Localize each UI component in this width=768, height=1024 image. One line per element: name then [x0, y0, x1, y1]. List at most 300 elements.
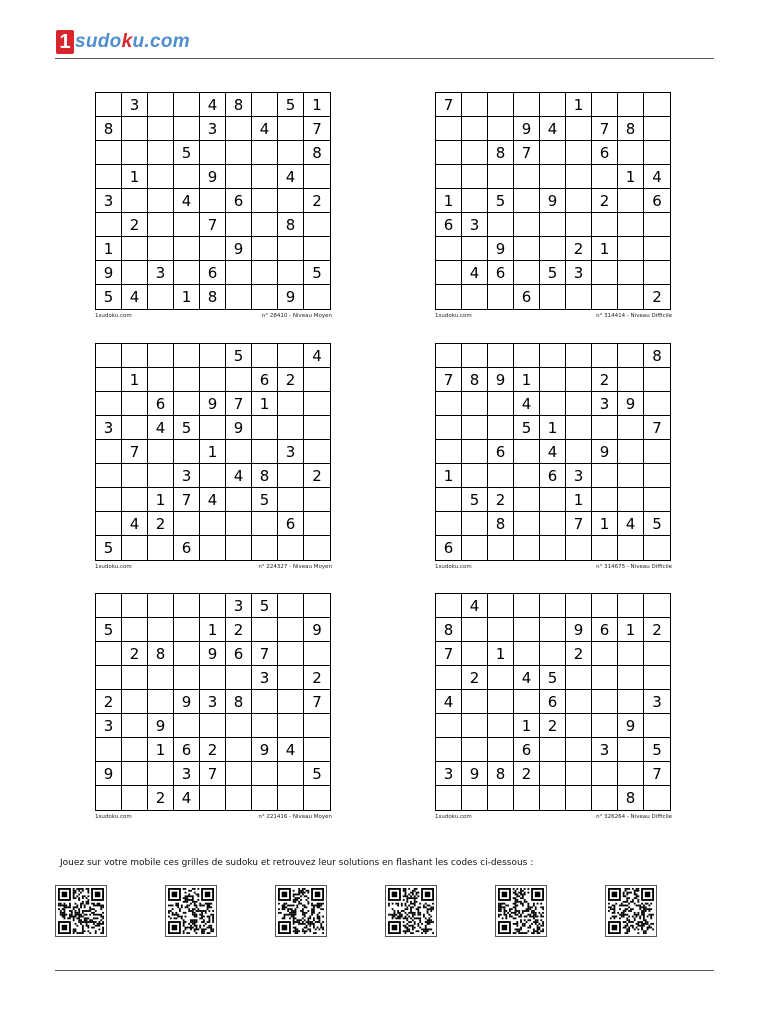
sudoku-cell[interactable]: 3: [96, 416, 122, 440]
sudoku-cell[interactable]: [566, 762, 592, 786]
sudoku-cell[interactable]: 2: [122, 213, 148, 237]
sudoku-cell[interactable]: [304, 237, 330, 261]
sudoku-cell[interactable]: 5: [462, 488, 488, 512]
sudoku-cell[interactable]: 5: [252, 594, 278, 618]
sudoku-cell[interactable]: 1: [566, 488, 592, 512]
sudoku-cell[interactable]: [278, 714, 304, 738]
sudoku-cell[interactable]: [462, 189, 488, 213]
sudoku-cell[interactable]: 1: [96, 237, 122, 261]
sudoku-cell[interactable]: [200, 666, 226, 690]
sudoku-cell[interactable]: 3: [148, 261, 174, 285]
sudoku-cell[interactable]: 1: [148, 738, 174, 762]
sudoku-cell[interactable]: [174, 512, 200, 536]
sudoku-cell[interactable]: 7: [304, 117, 330, 141]
sudoku-cell[interactable]: 7: [226, 392, 252, 416]
sudoku-cell[interactable]: [304, 738, 330, 762]
sudoku-cell[interactable]: 4: [304, 344, 330, 368]
sudoku-cell[interactable]: [540, 594, 566, 618]
sudoku-cell[interactable]: [122, 344, 148, 368]
sudoku-cell[interactable]: 1: [122, 368, 148, 392]
sudoku-cell[interactable]: [252, 416, 278, 440]
sudoku-cell[interactable]: [644, 213, 670, 237]
sudoku-cell[interactable]: 6: [226, 642, 252, 666]
sudoku-cell[interactable]: [278, 464, 304, 488]
sudoku-cell[interactable]: 3: [226, 594, 252, 618]
sudoku-cell[interactable]: 3: [436, 762, 462, 786]
sudoku-cell[interactable]: [566, 440, 592, 464]
sudoku-cell[interactable]: [644, 464, 670, 488]
sudoku-cell[interactable]: [226, 285, 252, 309]
sudoku-cell[interactable]: 3: [592, 392, 618, 416]
sudoku-cell[interactable]: [122, 117, 148, 141]
sudoku-cell[interactable]: [488, 618, 514, 642]
sudoku-cell[interactable]: [226, 165, 252, 189]
sudoku-cell[interactable]: 5: [514, 416, 540, 440]
sudoku-cell[interactable]: [618, 416, 644, 440]
sudoku-cell[interactable]: [566, 392, 592, 416]
sudoku-cell[interactable]: [96, 93, 122, 117]
sudoku-cell[interactable]: 6: [488, 261, 514, 285]
sudoku-cell[interactable]: [436, 141, 462, 165]
sudoku-cell[interactable]: 4: [644, 165, 670, 189]
sudoku-cell[interactable]: [200, 189, 226, 213]
sudoku-cell[interactable]: [566, 714, 592, 738]
qr-code-5[interactable]: [495, 885, 547, 937]
sudoku-cell[interactable]: 2: [96, 690, 122, 714]
sudoku-cell[interactable]: [514, 189, 540, 213]
sudoku-cell[interactable]: [592, 690, 618, 714]
sudoku-cell[interactable]: [174, 261, 200, 285]
sudoku-cell[interactable]: [122, 237, 148, 261]
sudoku-cell[interactable]: 1: [174, 285, 200, 309]
sudoku-cell[interactable]: [148, 344, 174, 368]
sudoku-cell[interactable]: 4: [174, 786, 200, 810]
sudoku-cell[interactable]: [488, 117, 514, 141]
sudoku-cell[interactable]: [618, 189, 644, 213]
sudoku-cell[interactable]: 6: [592, 141, 618, 165]
sudoku-cell[interactable]: [200, 141, 226, 165]
sudoku-cell[interactable]: 9: [252, 738, 278, 762]
sudoku-cell[interactable]: [592, 786, 618, 810]
sudoku-cell[interactable]: [96, 738, 122, 762]
sudoku-cell[interactable]: 4: [462, 594, 488, 618]
sudoku-cell[interactable]: [278, 261, 304, 285]
sudoku-cell[interactable]: [644, 368, 670, 392]
sudoku-cell[interactable]: [644, 261, 670, 285]
sudoku-cell[interactable]: [540, 762, 566, 786]
sudoku-cell[interactable]: [566, 189, 592, 213]
sudoku-cell[interactable]: [618, 261, 644, 285]
sudoku-cell[interactable]: [122, 464, 148, 488]
sudoku-cell[interactable]: 5: [174, 416, 200, 440]
sudoku-cell[interactable]: [462, 786, 488, 810]
sudoku-cell[interactable]: [488, 392, 514, 416]
sudoku-cell[interactable]: [278, 237, 304, 261]
sudoku-cell[interactable]: [200, 786, 226, 810]
sudoku-cell[interactable]: [226, 762, 252, 786]
sudoku-cell[interactable]: 1: [148, 488, 174, 512]
sudoku-cell[interactable]: [462, 642, 488, 666]
sudoku-cell[interactable]: 4: [540, 440, 566, 464]
sudoku-cell[interactable]: [436, 165, 462, 189]
sudoku-cell[interactable]: 2: [462, 666, 488, 690]
sudoku-cell[interactable]: 3: [644, 690, 670, 714]
sudoku-cell[interactable]: [540, 488, 566, 512]
sudoku-cell[interactable]: [566, 536, 592, 560]
sudoku-cell[interactable]: [174, 392, 200, 416]
sudoku-cell[interactable]: [592, 464, 618, 488]
sudoku-cell[interactable]: 3: [96, 189, 122, 213]
sudoku-cell[interactable]: [252, 189, 278, 213]
sudoku-cell[interactable]: 4: [200, 93, 226, 117]
sudoku-cell[interactable]: [514, 165, 540, 189]
sudoku-cell[interactable]: [462, 536, 488, 560]
sudoku-cell[interactable]: [540, 93, 566, 117]
sudoku-cell[interactable]: [462, 416, 488, 440]
sudoku-cell[interactable]: [200, 368, 226, 392]
sudoku-cell[interactable]: [252, 690, 278, 714]
sudoku-cell[interactable]: [252, 714, 278, 738]
sudoku-cell[interactable]: [514, 512, 540, 536]
sudoku-cell[interactable]: 2: [652, 288, 662, 306]
sudoku-cell[interactable]: 8: [226, 690, 252, 714]
sudoku-cell[interactable]: 1: [200, 618, 226, 642]
sudoku-cell[interactable]: [618, 488, 644, 512]
sudoku-cell[interactable]: 5: [96, 618, 122, 642]
sudoku-cell[interactable]: 1: [592, 237, 618, 261]
sudoku-cell[interactable]: [566, 594, 592, 618]
sudoku-cell[interactable]: [540, 738, 566, 762]
sudoku-cell[interactable]: [226, 512, 252, 536]
sudoku-cell[interactable]: [174, 594, 200, 618]
sudoku-cell[interactable]: 3: [252, 666, 278, 690]
sudoku-cell[interactable]: [252, 344, 278, 368]
sudoku-cell[interactable]: [174, 666, 200, 690]
sudoku-cell[interactable]: [540, 237, 566, 261]
sudoku-cell[interactable]: [462, 237, 488, 261]
sudoku-cell[interactable]: 1: [540, 416, 566, 440]
sudoku-cell[interactable]: 2: [278, 368, 304, 392]
sudoku-cell[interactable]: [514, 488, 540, 512]
sudoku-cell[interactable]: 9: [174, 690, 200, 714]
sudoku-cell[interactable]: 5: [540, 666, 566, 690]
sudoku-cell[interactable]: [644, 440, 670, 464]
sudoku-cell[interactable]: [278, 189, 304, 213]
sudoku-cell[interactable]: [592, 165, 618, 189]
sudoku-cell[interactable]: [252, 285, 278, 309]
sudoku-cell[interactable]: [122, 392, 148, 416]
sudoku-cell[interactable]: 2: [592, 368, 618, 392]
sudoku-cell[interactable]: [436, 512, 462, 536]
sudoku-cell[interactable]: [96, 440, 122, 464]
sudoku-cell[interactable]: 6: [514, 738, 540, 762]
sudoku-cell[interactable]: 9: [278, 285, 304, 309]
sudoku-cell[interactable]: [278, 618, 304, 642]
sudoku-cell[interactable]: [540, 392, 566, 416]
sudoku-cell[interactable]: [226, 536, 252, 560]
sudoku-cell[interactable]: [462, 690, 488, 714]
sudoku-cell[interactable]: [514, 618, 540, 642]
sudoku-cell[interactable]: 7: [436, 93, 462, 117]
sudoku-cell[interactable]: [122, 261, 148, 285]
sudoku-cell[interactable]: 9: [96, 261, 122, 285]
sudoku-cell[interactable]: [462, 464, 488, 488]
sudoku-cell[interactable]: 1: [592, 512, 618, 536]
sudoku-cell[interactable]: [488, 786, 514, 810]
sudoku-cell[interactable]: [488, 690, 514, 714]
sudoku-cell[interactable]: 2: [566, 237, 592, 261]
sudoku-cell[interactable]: 9: [96, 762, 122, 786]
sudoku-cell[interactable]: 6: [252, 368, 278, 392]
sudoku-cell[interactable]: 8: [148, 642, 174, 666]
sudoku-cell[interactable]: 2: [540, 714, 566, 738]
sudoku-cell[interactable]: [304, 368, 330, 392]
sudoku-cell[interactable]: [592, 714, 618, 738]
sudoku-cell[interactable]: [96, 642, 122, 666]
sudoku-cell[interactable]: [200, 237, 226, 261]
sudoku-cell[interactable]: [122, 786, 148, 810]
sudoku-cell[interactable]: [174, 117, 200, 141]
sudoku-cell[interactable]: [566, 141, 592, 165]
sudoku-cell[interactable]: 4: [436, 690, 462, 714]
sudoku-cell[interactable]: [148, 440, 174, 464]
sudoku-cell[interactable]: [174, 618, 200, 642]
sudoku-cell[interactable]: 3: [200, 117, 226, 141]
sudoku-cell[interactable]: [174, 93, 200, 117]
sudoku-cell[interactable]: 4: [252, 117, 278, 141]
sudoku-cell[interactable]: [278, 416, 304, 440]
sudoku-cell[interactable]: [592, 344, 618, 368]
sudoku-cell[interactable]: [436, 285, 462, 309]
sudoku-cell[interactable]: 9: [462, 762, 488, 786]
sudoku-cell[interactable]: [540, 786, 566, 810]
sudoku-cell[interactable]: [462, 512, 488, 536]
sudoku-cell[interactable]: [278, 141, 304, 165]
sudoku-cell[interactable]: 6: [174, 738, 200, 762]
sudoku-cell[interactable]: 3: [566, 464, 592, 488]
sudoku-cell[interactable]: [514, 594, 540, 618]
sudoku-cell[interactable]: [174, 714, 200, 738]
sudoku-cell[interactable]: [618, 440, 644, 464]
sudoku-cell[interactable]: [488, 536, 514, 560]
sudoku-cell[interactable]: 3: [462, 213, 488, 237]
sudoku-cell[interactable]: 8: [462, 368, 488, 392]
sudoku-cell[interactable]: [618, 237, 644, 261]
sudoku-cell[interactable]: [514, 261, 540, 285]
sudoku-cell[interactable]: 6: [488, 440, 514, 464]
sudoku-cell[interactable]: 6: [174, 536, 200, 560]
sudoku-cell[interactable]: 5: [488, 189, 514, 213]
qr-code-1[interactable]: [55, 885, 107, 937]
sudoku-cell[interactable]: 7: [200, 213, 226, 237]
sudoku-cell[interactable]: 2: [304, 189, 330, 213]
sudoku-cell[interactable]: [122, 618, 148, 642]
sudoku-cell[interactable]: 8: [644, 344, 670, 368]
sudoku-cell[interactable]: [226, 117, 252, 141]
sudoku-cell[interactable]: [304, 512, 330, 536]
sudoku-cell[interactable]: [304, 285, 330, 309]
sudoku-cell[interactable]: [644, 237, 670, 261]
sudoku-cell[interactable]: 8: [618, 786, 644, 810]
sudoku-cell[interactable]: 1: [436, 189, 462, 213]
sudoku-cell[interactable]: 2: [488, 488, 514, 512]
sudoku-cell[interactable]: 3: [200, 690, 226, 714]
sudoku-cell[interactable]: [122, 141, 148, 165]
sudoku-cell[interactable]: [252, 440, 278, 464]
sudoku-cell[interactable]: [618, 368, 644, 392]
sudoku-cell[interactable]: [592, 261, 618, 285]
sudoku-cell[interactable]: 2: [644, 618, 670, 642]
sudoku-cell[interactable]: [462, 738, 488, 762]
sudoku-cell[interactable]: 4: [122, 285, 148, 309]
sudoku-cell[interactable]: [514, 536, 540, 560]
qr-code-6[interactable]: [605, 885, 657, 937]
sudoku-cell[interactable]: [436, 416, 462, 440]
sudoku-cell[interactable]: 6: [540, 464, 566, 488]
sudoku-cell[interactable]: [644, 117, 670, 141]
sudoku-cell[interactable]: 4: [514, 666, 540, 690]
sudoku-cell[interactable]: [252, 237, 278, 261]
sudoku-cell[interactable]: [278, 488, 304, 512]
sudoku-cell[interactable]: [618, 594, 644, 618]
qr-code-4[interactable]: [385, 885, 437, 937]
sudoku-cell[interactable]: 8: [488, 512, 514, 536]
sudoku-cell[interactable]: [226, 738, 252, 762]
sudoku-cell[interactable]: [436, 714, 462, 738]
sudoku-cell[interactable]: [226, 440, 252, 464]
sudoku-cell[interactable]: [566, 666, 592, 690]
sudoku-cell[interactable]: [148, 141, 174, 165]
sudoku-cell[interactable]: [592, 213, 618, 237]
sudoku-cell[interactable]: [278, 690, 304, 714]
sudoku-cell[interactable]: [304, 416, 330, 440]
sudoku-cell[interactable]: 2: [200, 738, 226, 762]
sudoku-cell[interactable]: [618, 536, 644, 560]
sudoku-cell[interactable]: [462, 440, 488, 464]
sudoku-cell[interactable]: [566, 117, 592, 141]
sudoku-cell[interactable]: 2: [304, 666, 330, 690]
sudoku-cell[interactable]: 1: [436, 464, 462, 488]
sudoku-cell[interactable]: 6: [540, 690, 566, 714]
sudoku-cell[interactable]: [566, 344, 592, 368]
sudoku-cell[interactable]: [122, 488, 148, 512]
sudoku-cell[interactable]: [226, 786, 252, 810]
sudoku-cell[interactable]: 5: [304, 261, 330, 285]
sudoku-cell[interactable]: [148, 762, 174, 786]
sudoku-cell[interactable]: [148, 464, 174, 488]
sudoku-cell[interactable]: 9: [540, 189, 566, 213]
sudoku-cell[interactable]: [200, 536, 226, 560]
sudoku-cell[interactable]: 7: [514, 141, 540, 165]
sudoku-cell[interactable]: [644, 786, 670, 810]
sudoku-cell[interactable]: [148, 594, 174, 618]
sudoku-cell[interactable]: [644, 488, 670, 512]
sudoku-cell[interactable]: 1: [252, 392, 278, 416]
sudoku-cell[interactable]: [592, 536, 618, 560]
sudoku-cell[interactable]: [618, 666, 644, 690]
sudoku-cell[interactable]: [488, 714, 514, 738]
sudoku-cell[interactable]: 8: [200, 285, 226, 309]
sudoku-cell[interactable]: 4: [278, 165, 304, 189]
sudoku-cell[interactable]: [592, 762, 618, 786]
sudoku-cell[interactable]: [304, 165, 330, 189]
sudoku-cell[interactable]: [540, 213, 566, 237]
sudoku-cell[interactable]: [436, 738, 462, 762]
sudoku-cell[interactable]: [252, 762, 278, 786]
sudoku-cell[interactable]: [148, 165, 174, 189]
sudoku-cell[interactable]: [618, 464, 644, 488]
sudoku-cell[interactable]: 4: [462, 261, 488, 285]
sudoku-cell[interactable]: [644, 642, 670, 666]
sudoku-cell[interactable]: 9: [488, 368, 514, 392]
sudoku-cell[interactable]: [252, 536, 278, 560]
sudoku-cell[interactable]: [148, 237, 174, 261]
sudoku-cell[interactable]: [540, 344, 566, 368]
sudoku-cell[interactable]: 4: [514, 392, 540, 416]
sudoku-cell[interactable]: 8: [304, 141, 330, 165]
sudoku-cell[interactable]: [96, 786, 122, 810]
sudoku-cell[interactable]: 5: [278, 93, 304, 117]
sudoku-cell[interactable]: [462, 344, 488, 368]
sudoku-cell[interactable]: [96, 165, 122, 189]
sudoku-cell[interactable]: [304, 594, 330, 618]
sudoku-cell[interactable]: [278, 117, 304, 141]
sudoku-cell[interactable]: 2: [122, 642, 148, 666]
sudoku-cell[interactable]: 5: [304, 762, 330, 786]
sudoku-cell[interactable]: 9: [514, 117, 540, 141]
sudoku-cell[interactable]: [592, 93, 618, 117]
sudoku-cell[interactable]: 6: [278, 512, 304, 536]
sudoku-cell[interactable]: 4: [226, 464, 252, 488]
sudoku-cell[interactable]: [592, 642, 618, 666]
sudoku-cell[interactable]: [174, 368, 200, 392]
sudoku-cell[interactable]: 9: [200, 165, 226, 189]
sudoku-cell[interactable]: 6: [148, 392, 174, 416]
site-logo[interactable]: [56, 28, 190, 56]
sudoku-cell[interactable]: [252, 512, 278, 536]
sudoku-cell[interactable]: [304, 642, 330, 666]
sudoku-cell[interactable]: [514, 440, 540, 464]
sudoku-cell[interactable]: 6: [436, 213, 462, 237]
sudoku-cell[interactable]: [462, 285, 488, 309]
sudoku-cell[interactable]: [462, 392, 488, 416]
sudoku-cell[interactable]: [566, 213, 592, 237]
sudoku-cell[interactable]: 6: [226, 189, 252, 213]
sudoku-cell[interactable]: 3: [122, 93, 148, 117]
sudoku-cell[interactable]: [304, 488, 330, 512]
sudoku-cell[interactable]: [592, 488, 618, 512]
sudoku-cell[interactable]: 6: [514, 285, 540, 309]
sudoku-cell[interactable]: 5: [540, 261, 566, 285]
sudoku-cell[interactable]: 7: [122, 440, 148, 464]
sudoku-cell[interactable]: 5: [226, 344, 252, 368]
sudoku-cell[interactable]: [436, 117, 462, 141]
sudoku-cell[interactable]: [200, 344, 226, 368]
sudoku-cell[interactable]: [514, 213, 540, 237]
sudoku-cell[interactable]: [566, 285, 592, 309]
sudoku-cell[interactable]: 7: [592, 117, 618, 141]
sudoku-cell[interactable]: [122, 594, 148, 618]
sudoku-cell[interactable]: 1: [200, 440, 226, 464]
sudoku-cell[interactable]: [304, 213, 330, 237]
sudoku-cell[interactable]: 8: [618, 117, 644, 141]
sudoku-cell[interactable]: 1: [618, 618, 644, 642]
sudoku-cell[interactable]: 2: [148, 786, 174, 810]
sudoku-cell[interactable]: 2: [592, 189, 618, 213]
sudoku-cell[interactable]: [566, 416, 592, 440]
sudoku-cell[interactable]: [278, 762, 304, 786]
sudoku-cell[interactable]: 5: [644, 738, 670, 762]
